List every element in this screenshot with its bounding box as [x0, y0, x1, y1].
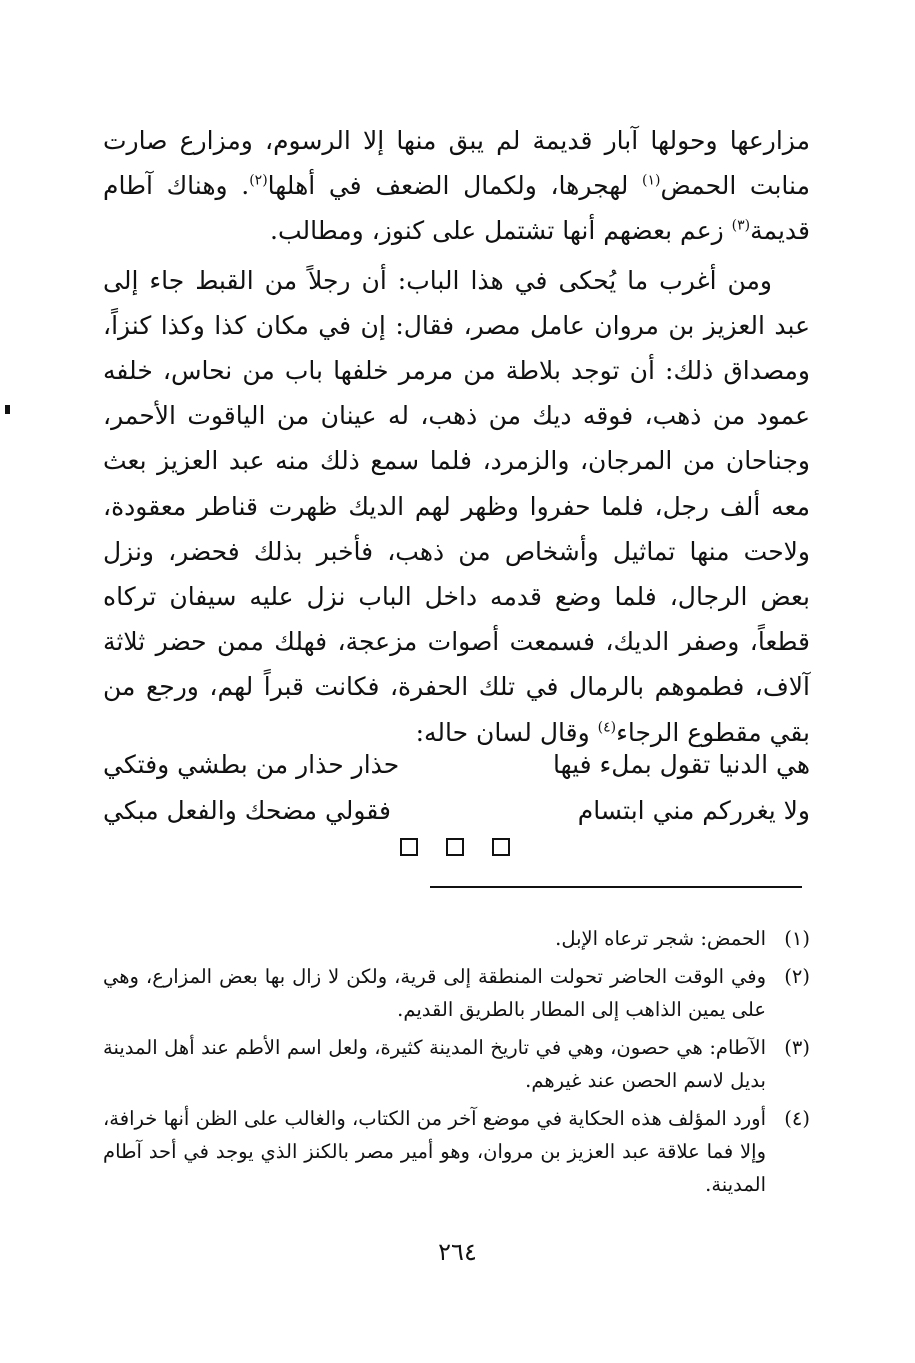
- footnote-text: الآطام: هي حصون، وهي في تاريخ المدينة كثيرة، ولعل اسم الأطم عند أهل المدينة بديل لاسم الحصن عند غيرهم.: [103, 1036, 766, 1092]
- footnote-item: [103, 922, 810, 955]
- main-text: [103, 118, 810, 755]
- footnote-text: وفي الوقت الحاضر تحولت المنطقة إلى قرية، ولكن لا زال بها بعض المزارع، وهي على يمين الذاهب إلى المطار بالطريق القديم.: [103, 965, 766, 1021]
- poem-verse: [103, 788, 810, 834]
- footnote-ref-4[interactable]: (٤): [597, 719, 617, 736]
- ornament-square-icon: [400, 838, 418, 856]
- page-number: ٢٦٤: [438, 1238, 477, 1266]
- paragraph-1-text-b: لهجرها، ولكمال الضعف في أهلها: [267, 171, 643, 201]
- verse-1-second-hemistich: حذار حذار من بطشي وفتكي: [103, 750, 400, 779]
- verse-2-second-hemistich: فقولي مضحك والفعل مبكي: [103, 796, 391, 825]
- paragraph-2: [103, 258, 810, 755]
- footnote-item: [103, 960, 810, 1026]
- footnote-text: أورد المؤلف هذه الحكاية في موضع آخر من الكتاب، والغالب على الظن أنها خرافة، وإلا فما علاقة عبد العزيز بن مروان، وهو أمير مصر بالكنز الذي يوجد في أحد آطام المدينة.: [103, 1107, 766, 1196]
- section-ornament: [400, 838, 510, 856]
- ornament-square-icon: [492, 838, 510, 856]
- paragraph-1: [103, 118, 810, 254]
- verse-2-first-hemistich: ولا يغرركم مني ابتسام: [577, 796, 810, 825]
- footnote-number: (٢): [784, 965, 810, 988]
- footnote-text: الحمض: شجر ترعاه الإبل.: [555, 927, 766, 950]
- footnote-number: (١): [784, 927, 810, 950]
- footnote-separator: [430, 886, 802, 888]
- poem-verse: [103, 742, 810, 788]
- paragraph-1-text-c: . وهناك آطام قديمة: [103, 171, 810, 246]
- footnote-ref-1[interactable]: (١): [642, 172, 661, 189]
- footnote-item: [103, 1031, 810, 1097]
- ornament-square-icon: [446, 838, 464, 856]
- footnote-item: [103, 1102, 810, 1201]
- footnote-number: (٣): [784, 1036, 810, 1059]
- paragraph-1-text-a: مزارعها وحولها آبار قديمة لم يبق منها إلا الرسوم، ومزارع صارت منابت الحمض: [103, 126, 810, 201]
- poem: [103, 742, 810, 834]
- footnote-ref-2[interactable]: (٢): [249, 172, 268, 189]
- paragraph-2-text-b: وقال لسان حاله:: [415, 717, 598, 747]
- verse-1-first-hemistich: هي الدنيا تقول بملء فيها: [552, 750, 810, 779]
- paragraph-1-text-d: زعم بعضهم أنها تشتمل على كنوز، ومطالب.: [270, 216, 732, 246]
- page-edge-mark: [5, 405, 10, 414]
- footnote-number: (٤): [784, 1107, 810, 1130]
- paragraph-2-text-a: ومن أغرب ما يُحكى في هذا الباب: أن رجلاً من القبط جاء إلى عبد العزيز بن مروان عامل مصر، فقال: إن في مكان كذا وكذا كنزاً، ومصداق ذلك: أن توجد بلاطة من مرمر خلفها باب من نحاس، خلفه عمود من ذهب، فوقه ديك من ذهب، له عينان من الياقوت الأحمر، وجناحان من المرجان، والزمرد، فلما سمع ذلك منه عبد العزيز بعث معه ألف رجل، فلما حفروا وظهر لهم الديك ظهرت قناطر معقودة، ولاحت منها تماثيل وأشخاص من ذهب، فأخبر بذلك فحضر، ونزل بعض الرجال، فلما وضع قدمه داخل الباب نزل عليه سيفان تركاه قطعاً، وصفر الديك، فسمعت أصوات مزعجة، فهلك ممن حضر ثلاثة آلاف، فطموهم بالرمال في تلك الحفرة، فكانت قبراً لهم، ورجع من بقي مقطوع الرجاء: [103, 265, 810, 747]
- footnote-ref-3[interactable]: (٣): [731, 218, 751, 235]
- footnotes: [103, 922, 810, 1206]
